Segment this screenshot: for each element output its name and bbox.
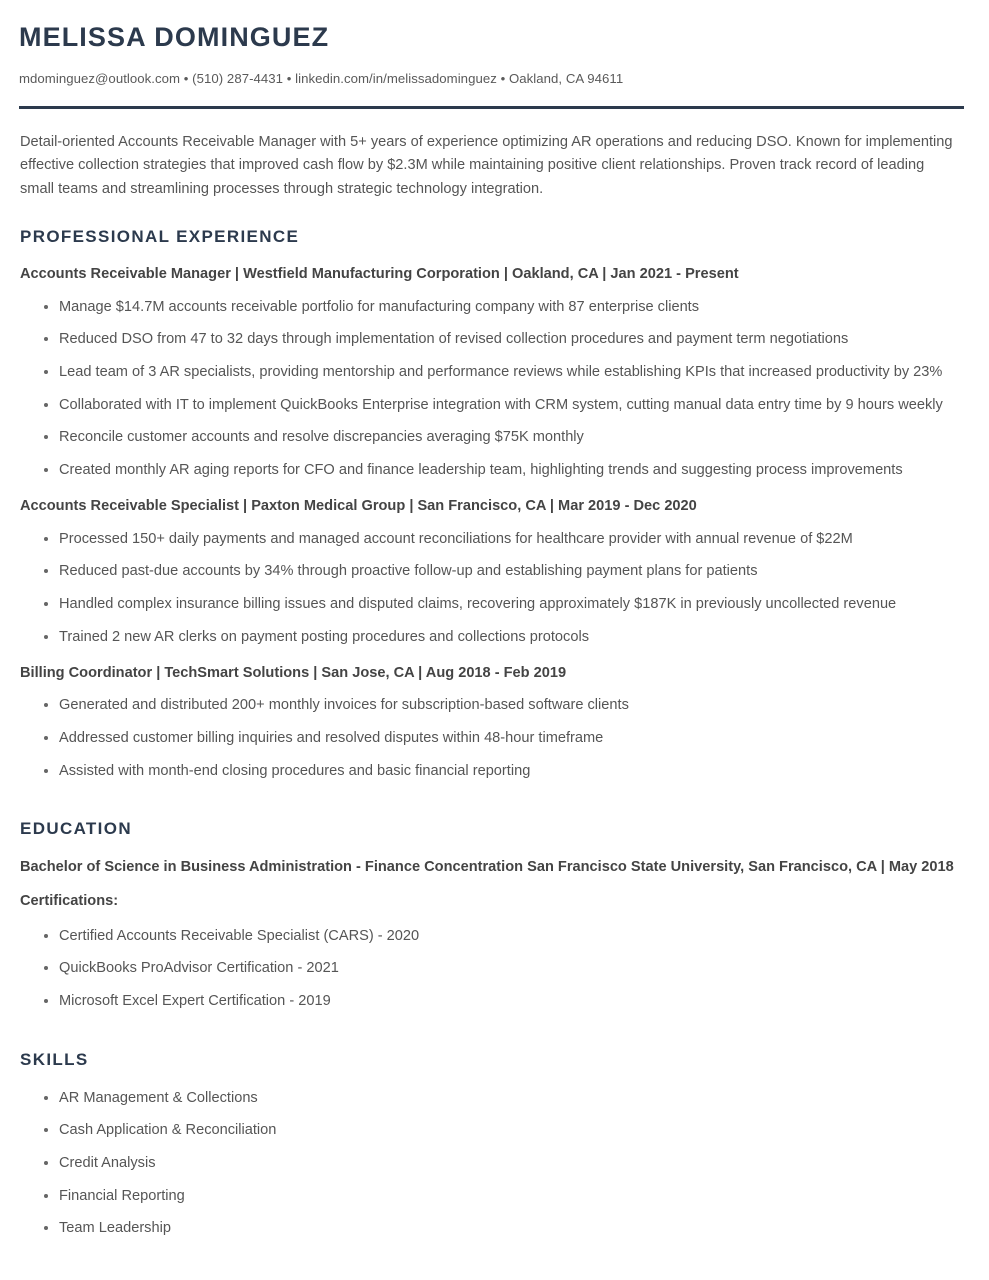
header-divider	[19, 106, 964, 109]
section-spacer	[19, 797, 965, 819]
list-item: Lead team of 3 AR specialists, providing mentorship and performance reviews while establishing KPIs that increased productivity by 23%	[19, 361, 965, 385]
list-item: Generated and distributed 200+ monthly invoices for subscription-based software clients	[19, 694, 965, 718]
experience-entry-heading: Accounts Receivable Manager | Westfield Manufacturing Corporation | Oakland, CA | Jan 2021 - Present	[20, 266, 739, 283]
experience-entry-heading: Accounts Receivable Specialist | Paxton Medical Group | San Francisco, CA | Mar 2019 - Dec 2020	[20, 498, 697, 515]
section-professional-experience	[19, 227, 965, 783]
list-item: Microsoft Excel Expert Certification - 2019	[19, 990, 965, 1014]
list-item: Handled complex insurance billing issues and disputed claims, recovering approximately $187K in previously uncollected revenue	[19, 593, 965, 617]
experience-entry	[19, 264, 965, 482]
section-spacer	[19, 1028, 965, 1050]
professional-summary: Detail-oriented Accounts Receivable Manager with 5+ years of experience optimizing AR operations and reducing DSO. Known for implementing effective collection strategies that improved cash flow by $2.3M while maintaining positive client relationships. Proven track record of leading small teams and streamlining processes through strategic technology integration.	[20, 133, 953, 197]
list-item: QuickBooks ProAdvisor Certification - 2021	[19, 957, 965, 981]
section-heading-skills: SKILLS	[20, 1049, 89, 1069]
list-item: Credit Analysis	[19, 1152, 965, 1176]
list-item: AR Management & Collections	[19, 1087, 965, 1111]
list-item: Reconcile customer accounts and resolve discrepancies averaging $75K monthly	[19, 426, 965, 450]
experience-bullet-list	[19, 296, 965, 483]
experience-entry	[19, 496, 965, 649]
list-item: Created monthly AR aging reports for CFO and finance leadership team, highlighting trends and suggesting process improvements	[19, 459, 965, 483]
list-item: Collaborated with IT to implement QuickBooks Enterprise integration with CRM system, cutting manual data entry time by 9 hours weekly	[19, 394, 965, 418]
list-item: Reduced past-due accounts by 34% through proactive follow-up and establishing payment plans for patients	[19, 560, 965, 584]
list-item: Manage $14.7M accounts receivable portfolio for manufacturing company with 87 enterprise clients	[19, 296, 965, 320]
list-item: Addressed customer billing inquiries and resolved disputes within 48-hour timeframe	[19, 727, 965, 751]
list-item: Certified Accounts Receivable Specialist (CARS) - 2020	[19, 925, 965, 949]
experience-bullet-list	[19, 528, 965, 650]
list-item: Trained 2 new AR clerks on payment posting procedures and collections protocols	[19, 626, 965, 650]
certifications-list	[19, 925, 965, 1014]
experience-bullet-list	[19, 694, 965, 783]
list-item: Reduced DSO from 47 to 32 days through implementation of revised collection procedures and payment term negotiations	[19, 328, 965, 352]
experience-entry	[19, 663, 965, 783]
section-skills	[19, 1050, 965, 1241]
education-degree-line: Bachelor of Science in Business Administration - Finance Concentration San Francisco State University, San Francisco, CA | May 2018	[20, 859, 954, 876]
section-education	[19, 819, 965, 1013]
list-item: Processed 150+ daily payments and managed account reconciliations for healthcare provider with annual revenue of $22M	[19, 528, 965, 552]
list-item: Team Leadership	[19, 1217, 965, 1241]
certifications-label: Certifications:	[20, 892, 119, 909]
list-item: Cash Application & Reconciliation	[19, 1119, 965, 1143]
skills-list	[19, 1087, 965, 1241]
list-item: Assisted with month-end closing procedures and basic financial reporting	[19, 760, 965, 784]
section-heading-experience: PROFESSIONAL EXPERIENCE	[20, 227, 300, 247]
contact-line: mdominguez@outlook.com • (510) 287-4431 • linkedin.com/in/melissadominguez • Oakland, CA 94611	[19, 71, 624, 87]
section-heading-education: EDUCATION	[20, 819, 132, 839]
experience-entry-heading: Billing Coordinator | TechSmart Solutions | San Jose, CA | Aug 2018 - Feb 2019	[20, 665, 567, 682]
page-title: MELISSA DOMINGUEZ	[19, 22, 330, 52]
list-item: Financial Reporting	[19, 1185, 965, 1209]
